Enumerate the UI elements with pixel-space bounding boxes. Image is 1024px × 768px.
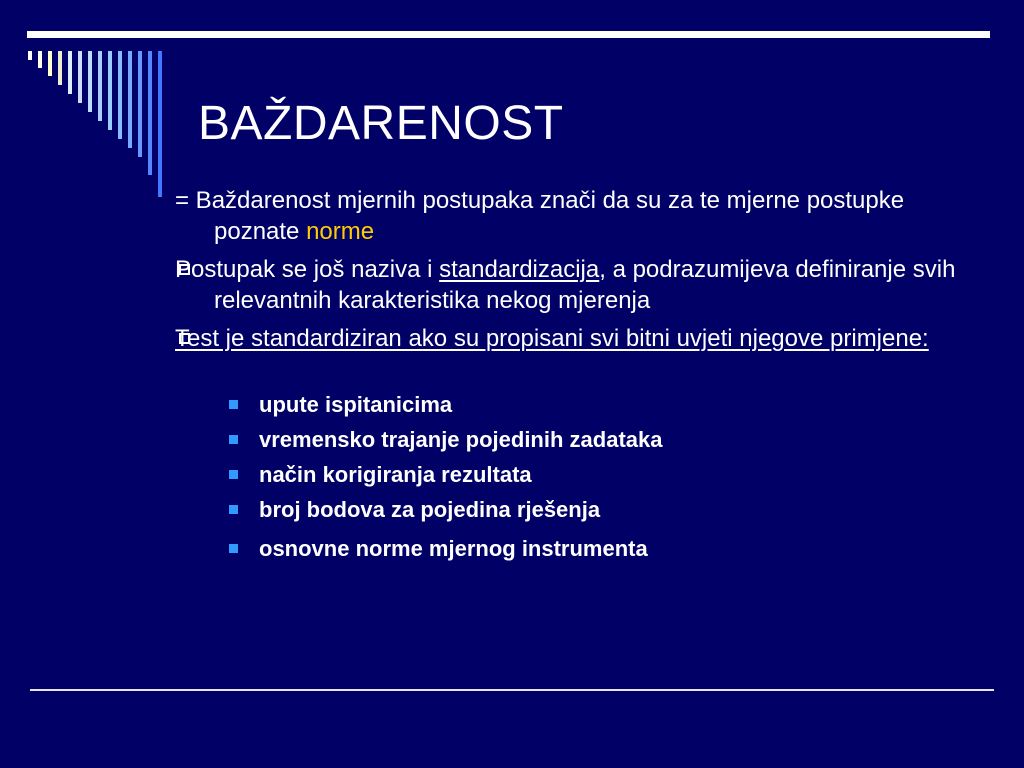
conditions-link[interactable]: Test je standardiziran ako su propisani svi bitni uvjeti njegove primjene:	[175, 325, 929, 352]
stripe	[138, 51, 142, 157]
standardization-link[interactable]: standardizacija	[439, 256, 600, 283]
stripe	[68, 51, 72, 94]
filled-square-icon	[229, 544, 238, 553]
stripe	[88, 51, 92, 112]
list-item	[228, 461, 928, 490]
bottom-rule	[30, 689, 994, 691]
list-item-label: broj bodova za pojedina rješenja	[259, 497, 601, 522]
filled-square-icon	[229, 505, 238, 514]
conditions-paragraph	[175, 323, 975, 354]
list-item-label: osnovne norme mjernog instrumenta	[259, 536, 648, 561]
stripe	[28, 51, 32, 60]
standardization-text-after: , a podrazumijeva definiranje svih relevantnih karakteristika nekog mjerenja	[214, 256, 956, 314]
hollow-square-icon	[179, 264, 190, 275]
stripe	[118, 51, 122, 139]
list-item-label: način korigiranja rezultata	[259, 462, 532, 487]
norme-highlight: norme	[306, 218, 375, 245]
stripe	[48, 51, 52, 76]
slide-title: BAŽDARENOST	[198, 97, 564, 150]
stripe	[158, 51, 162, 197]
list-item	[228, 535, 928, 564]
standardization-paragraph	[175, 254, 975, 316]
stripe	[128, 51, 132, 148]
standardization-text-before: Postupak se još naziva i	[175, 256, 440, 283]
stripe	[98, 51, 102, 121]
filled-square-icon	[229, 435, 238, 444]
list-item-label: upute ispitanicima	[259, 392, 453, 417]
slide-body	[175, 185, 975, 361]
stripe	[78, 51, 82, 103]
definition-paragraph	[175, 185, 975, 247]
list-item	[228, 391, 928, 420]
filled-square-icon	[229, 470, 238, 479]
stripe	[38, 51, 42, 68]
list-item	[228, 426, 928, 455]
top-rule	[27, 31, 990, 38]
stripe	[108, 51, 112, 130]
stripe	[58, 51, 62, 85]
stripe	[148, 51, 152, 175]
list-item-label: vremensko trajanje pojedinih zadataka	[259, 427, 663, 452]
list-item	[228, 496, 928, 525]
filled-square-icon	[229, 400, 238, 409]
definition-text: = Baždarenost mjernih postupaka znači da su za te mjerne postupke poznate	[175, 187, 905, 245]
hollow-square-icon	[179, 333, 190, 344]
conditions-list	[228, 391, 928, 564]
